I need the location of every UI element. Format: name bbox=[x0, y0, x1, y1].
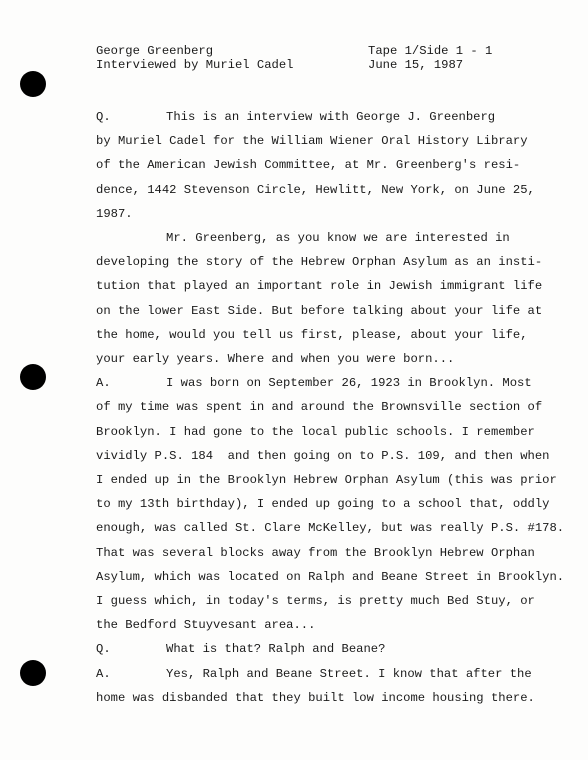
transcript-line: Mr. Greenberg, as you know we are interested in bbox=[166, 231, 510, 245]
transcript-line: of my time was spent in and around the Brownsville section of bbox=[96, 400, 543, 414]
transcript-line: What is that? Ralph and Beane? bbox=[166, 642, 386, 656]
speaker-label: Q. bbox=[96, 110, 111, 124]
transcript-line: I was born on September 26, 1923 in Brooklyn. Most bbox=[166, 376, 532, 390]
binder-hole bbox=[20, 660, 46, 686]
transcript-line: 1987. bbox=[96, 207, 133, 221]
binder-hole bbox=[20, 71, 46, 97]
transcript-line: enough, was called St. Clare McKelley, but was really P.S. #178. bbox=[96, 521, 565, 535]
speaker-label: A. bbox=[96, 376, 111, 390]
transcript-line: Brooklyn. I had gone to the local public schools. I remember bbox=[96, 425, 535, 439]
transcript-line: your early years. Where and when you were born... bbox=[96, 352, 455, 366]
binder-hole bbox=[20, 364, 46, 390]
transcript-line: home was disbanded that they built low income housing there. bbox=[96, 691, 535, 705]
transcript-line: Yes, Ralph and Beane Street. I know that after the bbox=[166, 667, 532, 681]
transcript-line: the Bedford Stuyvesant area... bbox=[96, 618, 316, 632]
transcript-line: tution that played an important role in Jewish immigrant life bbox=[96, 279, 543, 293]
transcript-line: dence, 1442 Stevenson Circle, Hewlitt, New York, on June 25, bbox=[96, 183, 535, 197]
transcript-line: Asylum, which was located on Ralph and Beane Street in Brooklyn. bbox=[96, 570, 565, 584]
transcript-line: developing the story of the Hebrew Orphan Asylum as an insti- bbox=[96, 255, 543, 269]
transcript-line: the home, would you tell us first, please, about your life, bbox=[96, 328, 528, 342]
interview-date: June 15, 1987 bbox=[368, 58, 464, 72]
transcript-line: of the American Jewish Committee, at Mr. Greenberg's resi- bbox=[96, 158, 521, 172]
transcript-line: to my 13th birthday), I ended up going to a school that, oddly bbox=[96, 497, 550, 511]
transcript-line: I ended up in the Brooklyn Hebrew Orphan Asylum (this was prior bbox=[96, 473, 557, 487]
interviewee-name: George Greenberg bbox=[96, 44, 214, 58]
transcript-line: on the lower East Side. But before talking about your life at bbox=[96, 304, 543, 318]
speaker-label: Q. bbox=[96, 642, 111, 656]
transcript-line: I guess which, in today's terms, is pretty much Bed Stuy, or bbox=[96, 594, 535, 608]
interviewer-credit: Interviewed by Muriel Cadel bbox=[96, 58, 294, 72]
transcript-line: by Muriel Cadel for the William Wiener Oral History Library bbox=[96, 134, 528, 148]
speaker-label: A. bbox=[96, 667, 111, 681]
transcript-line: That was several blocks away from the Brooklyn Hebrew Orphan bbox=[96, 546, 535, 560]
tape-side-label: Tape 1/Side 1 - 1 bbox=[368, 44, 493, 58]
transcript-line: vividly P.S. 184 and then going on to P.S. 109, and then when bbox=[96, 449, 550, 463]
transcript-line: This is an interview with George J. Greenberg bbox=[166, 110, 496, 124]
